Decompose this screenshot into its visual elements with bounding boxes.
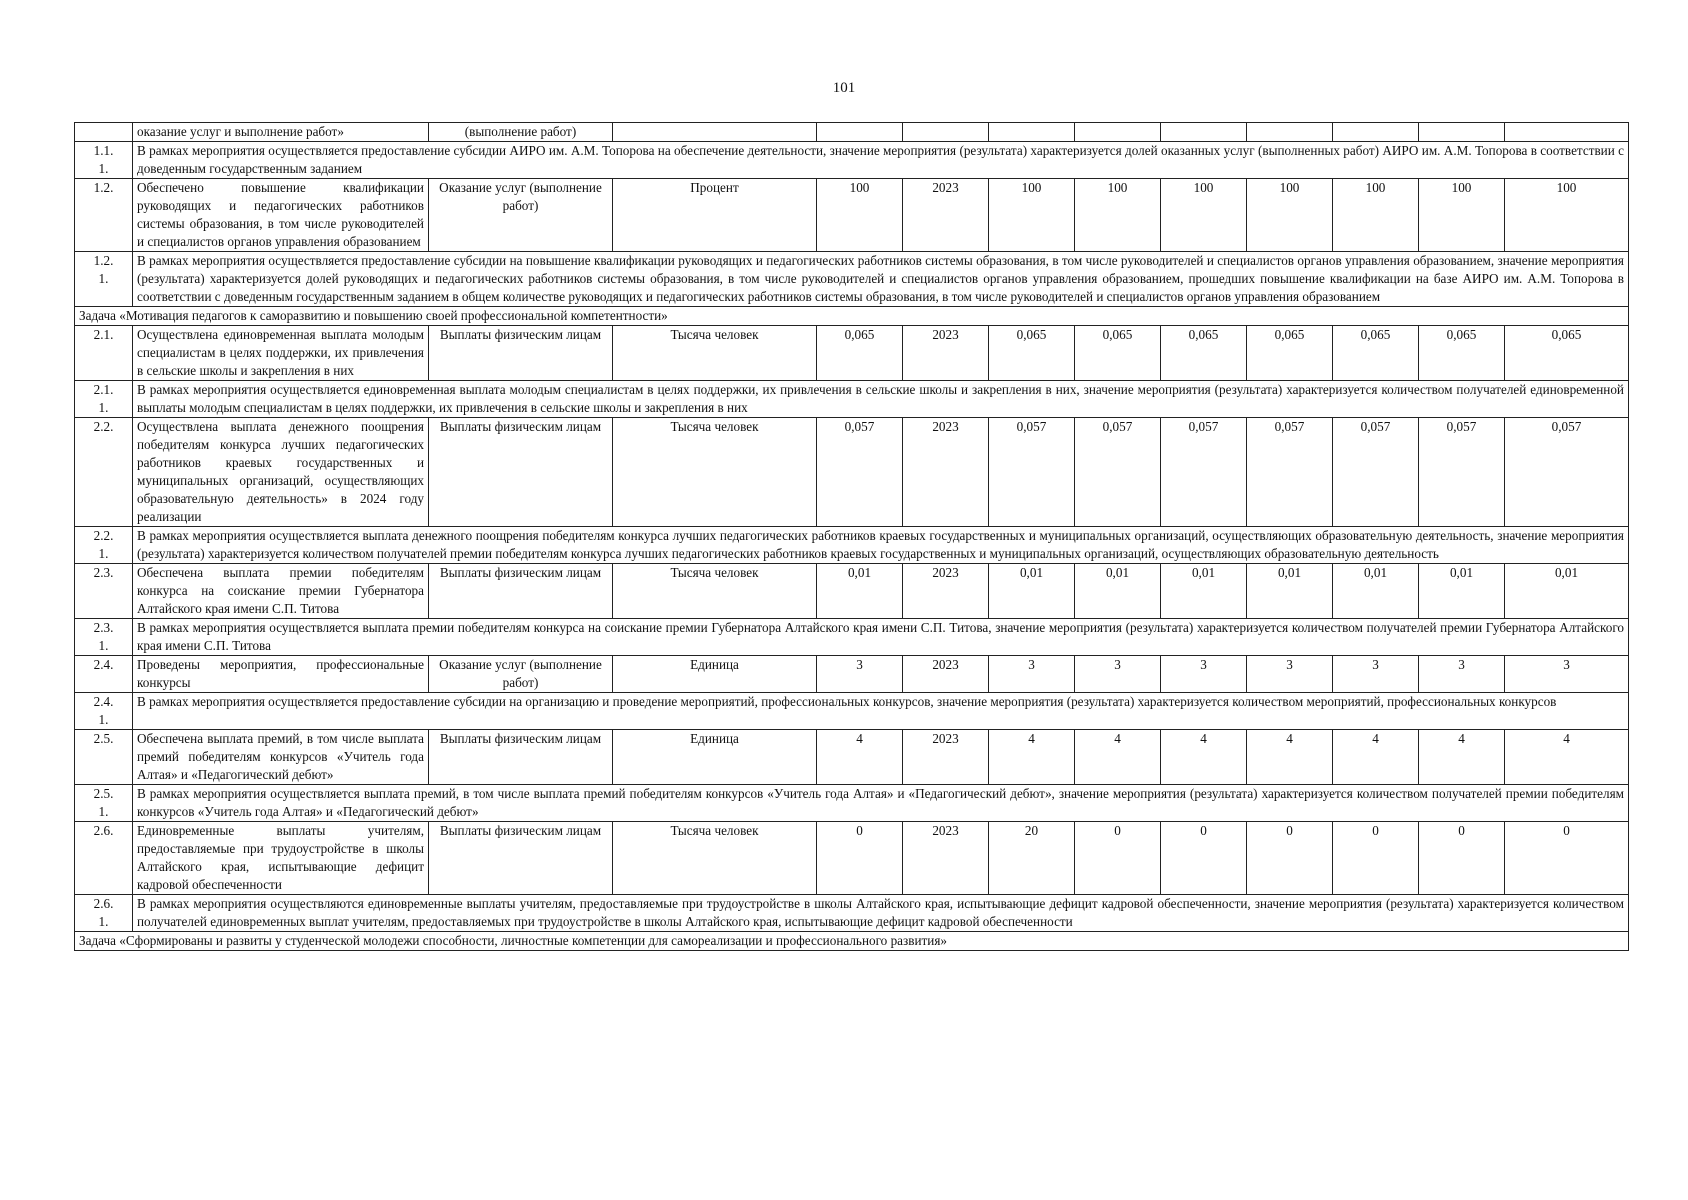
year-value: 0,057	[1505, 418, 1629, 527]
description-cell: В рамках мероприятия осуществляется предоставление субсидии АИРО им. А.М. Топорова на обеспечение деятельности, значение мероприятия (результата) характеризуется долей оказанных услуг (выполненных работ) АИРО им. А.М. Топорова в соответствии с доведенным государственным заданием	[133, 142, 1629, 179]
measure-name: Проведены мероприятия, профессиональные конкурсы	[133, 656, 429, 693]
year-value: 0,057	[989, 418, 1075, 527]
measure-row	[75, 418, 1629, 527]
row-number: 2.2.	[75, 418, 133, 527]
description-cell: В рамках мероприятия осуществляется предоставление субсидии на повышение квалификации руководящих и педагогических работников системы образования, в том числе руководителей и специалистов органов управления образованием, значение мероприятия (результата) характеризуется долей руководящих и педагогических работников системы образования, в том числе руководителей и специалистов органов управления образованием, прошедших повышение квалификации на базе АИРО им. А.М. Топорова в соответствии с доведенным государственным заданием в общем количестве руководящих и педагогических работников системы образования, в том числе руководителей и специалистов органов управления образованием	[133, 252, 1629, 307]
unit-of-measure: Тысяча человек	[613, 418, 817, 527]
year-value: 3	[1333, 656, 1419, 693]
row-number: 2.1.	[75, 326, 133, 381]
year-value: 0,01	[989, 564, 1075, 619]
base-value: 100	[817, 179, 903, 252]
year-value: 0,065	[989, 326, 1075, 381]
year-value: 0,01	[1247, 564, 1333, 619]
row-number: 2.6. 1.	[75, 895, 133, 932]
base-value: 0,01	[817, 564, 903, 619]
row-number: 2.5. 1.	[75, 785, 133, 822]
description-row	[75, 252, 1629, 307]
year-value: 0,057	[1161, 418, 1247, 527]
measure-type: Выплаты физическим лицам	[429, 730, 613, 785]
year-value: 4	[1247, 730, 1333, 785]
base-value: 0	[817, 822, 903, 895]
row-number: 2.2. 1.	[75, 527, 133, 564]
year-value	[1333, 123, 1419, 142]
measure-name: Обеспечена выплата премии победителям конкурса на соискание премии Губернатора Алтайского края имени С.П. Титова	[133, 564, 429, 619]
unit-of-measure: Тысяча человек	[613, 822, 817, 895]
year-value: 0,01	[1333, 564, 1419, 619]
year-value: 0,057	[1075, 418, 1161, 527]
base-year: 2023	[903, 326, 989, 381]
unit-of-measure: Единица	[613, 730, 817, 785]
measure-type: Выплаты физическим лицам	[429, 418, 613, 527]
year-value: 3	[989, 656, 1075, 693]
row-number: 2.3. 1.	[75, 619, 133, 656]
measure-name: оказание услуг и выполнение работ»	[133, 123, 429, 142]
year-value: 0	[1075, 822, 1161, 895]
row-number	[75, 123, 133, 142]
description-cell: В рамках мероприятия осуществляется выплата премии победителям конкурса на соискание премии Губернатора Алтайского края имени С.П. Титова, значение мероприятия (результата) характеризуется количеством получателей премии Губернатора Алтайского края имени С.П. Титова	[133, 619, 1629, 656]
row-number: 1.1. 1.	[75, 142, 133, 179]
year-value: 0	[1333, 822, 1419, 895]
year-value	[1505, 123, 1629, 142]
year-value: 4	[989, 730, 1075, 785]
description-cell: В рамках мероприятия осуществляется предоставление субсидии на организацию и проведение мероприятий, профессиональных конкурсов, значение мероприятия (результата) характеризуется количеством мероприятий, профессиональных конкурсов	[133, 693, 1629, 730]
base-year: 2023	[903, 730, 989, 785]
task-row	[75, 307, 1629, 326]
year-value: 0,065	[1333, 326, 1419, 381]
year-value: 100	[1247, 179, 1333, 252]
row-number: 1.2.	[75, 179, 133, 252]
row-number: 2.5.	[75, 730, 133, 785]
measure-type: Оказание услуг (выполнение работ)	[429, 656, 613, 693]
base-value: 0,057	[817, 418, 903, 527]
task-cell: Задача «Мотивация педагогов к саморазвитию и повышению своей профессиональной компетентности»	[75, 307, 1629, 326]
base-year: 2023	[903, 564, 989, 619]
base-value	[817, 123, 903, 142]
base-value: 4	[817, 730, 903, 785]
measure-row	[75, 123, 1629, 142]
base-value: 0,065	[817, 326, 903, 381]
year-value: 4	[1419, 730, 1505, 785]
measure-name: Обеспечена выплата премий, в том числе выплата премий победителям конкурсов «Учитель года Алтая» и «Педагогический дебют»	[133, 730, 429, 785]
measure-row	[75, 730, 1629, 785]
measure-name: Обеспечено повышение квалификации руководящих и педагогических работников системы образования, в том числе руководителей и специалистов органов управления образованием	[133, 179, 429, 252]
year-value: 100	[1419, 179, 1505, 252]
unit-of-measure: Процент	[613, 179, 817, 252]
measure-type: Выплаты физическим лицам	[429, 326, 613, 381]
description-row	[75, 785, 1629, 822]
year-value: 0	[1419, 822, 1505, 895]
year-value: 100	[1075, 179, 1161, 252]
description-cell: В рамках мероприятия осуществляется единовременная выплата молодым специалистам в целях поддержки, их привлечения в сельские школы и закрепления в них, значение мероприятия (результата) характеризуется количеством получателей единовременной выплаты молодым специалистам в целях поддержки, их привлечения в сельские школы и закрепления в них	[133, 381, 1629, 418]
year-value: 0,057	[1247, 418, 1333, 527]
year-value	[1247, 123, 1333, 142]
year-value: 0,057	[1333, 418, 1419, 527]
description-row	[75, 693, 1629, 730]
year-value: 0,065	[1419, 326, 1505, 381]
measure-name: Единовременные выплаты учителям, предоставляемые при трудоустройстве в школы Алтайского края, испытывающие дефицит кадровой обеспеченности	[133, 822, 429, 895]
year-value: 4	[1333, 730, 1419, 785]
year-value: 0,057	[1419, 418, 1505, 527]
measure-type: Выплаты физическим лицам	[429, 822, 613, 895]
row-number: 2.1. 1.	[75, 381, 133, 418]
description-row	[75, 619, 1629, 656]
row-number: 2.6.	[75, 822, 133, 895]
description-cell: В рамках мероприятия осуществляется выплата денежного поощрения победителям конкурса лучших педагогических работников краевых государственных и муниципальных организаций, осуществляющих образовательную деятельность, значение мероприятия (результата) характеризуется количеством получателей премии победителям конкурса лучших педагогических работников краевых государственных и муниципальных организаций, осуществляющих образовательную деятельность	[133, 527, 1629, 564]
unit-of-measure	[613, 123, 817, 142]
year-value: 0,065	[1075, 326, 1161, 381]
task-cell: Задача «Сформированы и развиты у студенческой молодежи способности, личностные компетенции для самореализации и профессионального развития»	[75, 932, 1629, 951]
unit-of-measure: Тысяча человек	[613, 326, 817, 381]
year-value: 4	[1075, 730, 1161, 785]
year-value: 100	[1333, 179, 1419, 252]
measure-row	[75, 656, 1629, 693]
measure-name: Осуществлена единовременная выплата молодым специалистам в целях поддержки, их привлечения в сельские школы и закрепления в них	[133, 326, 429, 381]
description-row	[75, 527, 1629, 564]
page-number: 101	[832, 80, 856, 96]
year-value: 0,065	[1505, 326, 1629, 381]
year-value: 0,065	[1161, 326, 1247, 381]
description-cell: В рамках мероприятия осуществляется выплата премий, в том числе выплата премий победителям конкурсов «Учитель года Алтая» и «Педагогический дебют», значение мероприятия (результата) характеризуется количеством получателей премии победителям конкурсов «Учитель года Алтая» и «Педагогический дебют»	[133, 785, 1629, 822]
year-value: 0	[1161, 822, 1247, 895]
measure-type: Оказание услуг (выполнение работ)	[429, 179, 613, 252]
year-value	[1161, 123, 1247, 142]
year-value: 3	[1247, 656, 1333, 693]
row-number: 2.3.	[75, 564, 133, 619]
measure-row	[75, 822, 1629, 895]
base-value: 3	[817, 656, 903, 693]
unit-of-measure: Единица	[613, 656, 817, 693]
year-value: 3	[1161, 656, 1247, 693]
measure-type: (выполнение работ)	[429, 123, 613, 142]
measure-type: Выплаты физическим лицам	[429, 564, 613, 619]
row-number: 1.2. 1.	[75, 252, 133, 307]
description-row	[75, 381, 1629, 418]
measure-row	[75, 326, 1629, 381]
year-value: 100	[1161, 179, 1247, 252]
unit-of-measure: Тысяча человек	[613, 564, 817, 619]
row-number: 2.4. 1.	[75, 693, 133, 730]
base-year: 2023	[903, 822, 989, 895]
base-year: 2023	[903, 179, 989, 252]
year-value: 0,065	[1247, 326, 1333, 381]
results-table	[74, 122, 1629, 951]
year-value: 0,01	[1505, 564, 1629, 619]
year-value: 20	[989, 822, 1075, 895]
year-value	[1419, 123, 1505, 142]
description-row	[75, 142, 1629, 179]
year-value: 100	[989, 179, 1075, 252]
year-value: 0,01	[1161, 564, 1247, 619]
year-value: 4	[1505, 730, 1629, 785]
description-cell: В рамках мероприятия осуществляются единовременные выплаты учителям, предоставляемые при трудоустройстве в школы Алтайского края, испытывающие дефицит кадровой обеспеченности, значение мероприятия (результата) характеризуется количеством получателей единовременных выплат учителям, предоставляемых при трудоустройстве в школы Алтайского края, испытывающие дефицит кадровой обеспеченности	[133, 895, 1629, 932]
year-value	[989, 123, 1075, 142]
year-value: 3	[1419, 656, 1505, 693]
measure-name: Осуществлена выплата денежного поощрения победителям конкурса лучших педагогических работников краевых государственных и муниципальных организаций, осуществляющих образовательную деятельность» в 2024 году реализации	[133, 418, 429, 527]
base-year: 2023	[903, 656, 989, 693]
task-row	[75, 932, 1629, 951]
year-value: 4	[1161, 730, 1247, 785]
row-number: 2.4.	[75, 656, 133, 693]
measure-row	[75, 179, 1629, 252]
year-value: 0	[1505, 822, 1629, 895]
year-value: 0	[1247, 822, 1333, 895]
year-value: 0,01	[1419, 564, 1505, 619]
year-value: 0,01	[1075, 564, 1161, 619]
year-value: 3	[1075, 656, 1161, 693]
measure-row	[75, 564, 1629, 619]
base-year: 2023	[903, 418, 989, 527]
base-year	[903, 123, 989, 142]
description-row	[75, 895, 1629, 932]
year-value	[1075, 123, 1161, 142]
year-value: 100	[1505, 179, 1629, 252]
year-value: 3	[1505, 656, 1629, 693]
